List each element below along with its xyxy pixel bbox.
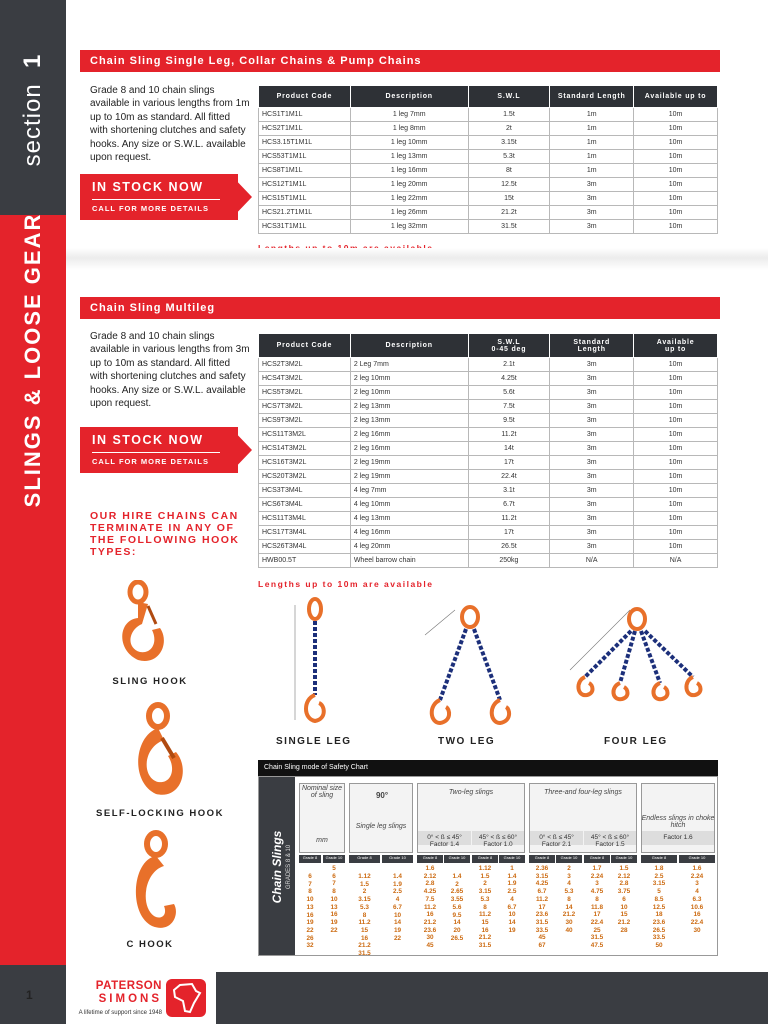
cell-product-code: HWB00.5T bbox=[259, 554, 351, 568]
chart-values-four-a-g10: 2 3 4 5.3 8 14 21.2 30 40 bbox=[562, 865, 576, 934]
cell-product-code: HCS16T3M2L bbox=[259, 456, 351, 470]
grade-label: Grade 8 bbox=[349, 855, 380, 863]
table-row bbox=[259, 150, 718, 164]
col-description: Description bbox=[350, 86, 468, 108]
table-row bbox=[259, 386, 718, 400]
sling-hook-image bbox=[108, 580, 176, 670]
cell-standard-length: 3m bbox=[550, 178, 634, 192]
cell-available: 10m bbox=[634, 108, 718, 122]
cell-swl: 7.5t bbox=[468, 400, 550, 414]
cell-standard-length: 3m bbox=[550, 192, 634, 206]
cell-swl: 12.5t bbox=[468, 178, 550, 192]
cell-standard-length: 3m bbox=[550, 456, 634, 470]
table-row bbox=[259, 414, 718, 428]
factor-10: Factor 1.0 bbox=[483, 841, 513, 848]
cell-available: 10m bbox=[634, 414, 718, 428]
table-row bbox=[259, 372, 718, 386]
cell-swl: 3.15t bbox=[468, 136, 550, 150]
table-row bbox=[259, 164, 718, 178]
cell-standard-length: 3m bbox=[550, 526, 634, 540]
cell-product-code: HCS20T3M2L bbox=[259, 470, 351, 484]
chart-endless-caption: Endless slings in choke hitch bbox=[641, 815, 715, 829]
cell-product-code: HCS21.2T1M1L bbox=[259, 206, 351, 220]
cell-standard-length: 3m bbox=[550, 414, 634, 428]
grade-label: Grade 8 bbox=[641, 855, 677, 863]
in-stock-callout-1[interactable] bbox=[80, 174, 250, 220]
chart-endless-band: Factor 1.6 bbox=[642, 831, 714, 845]
multileg-table bbox=[258, 333, 718, 568]
chart-values-mm: 6 7 8 10 13 16 19 22 26 32 bbox=[306, 873, 314, 950]
table-row bbox=[259, 220, 718, 234]
africa-icon bbox=[166, 979, 206, 1017]
safety-chart-heading: Chain Sling mode of Safety Chart bbox=[258, 760, 718, 776]
sidebar-title: SLINGS & LOOSE GEAR bbox=[20, 212, 45, 508]
cell-description: 4 leg 20mm bbox=[350, 540, 468, 554]
cell-available: 10m bbox=[634, 164, 718, 178]
chart-values-endless-g8: 1.8 2.5 3.15 5 8.5 12.5 18 23.6 26.5 33.5 50 bbox=[652, 865, 666, 950]
cell-description: 2 leg 13mm bbox=[350, 400, 468, 414]
col-swl: S.W.L 0-45 deg bbox=[468, 334, 550, 358]
c-hook-label: C HOOK bbox=[126, 939, 174, 950]
cell-standard-length: 3m bbox=[550, 540, 634, 554]
band-a: 0° < ß ≤ 45° bbox=[539, 834, 574, 841]
self-locking-hook-label: SELF-LOCKING HOOK bbox=[96, 808, 224, 819]
cell-available: 10m bbox=[634, 484, 718, 498]
c-hook-image bbox=[126, 830, 182, 934]
band-a: 0° < ß ≤ 45° bbox=[427, 834, 462, 841]
multileg-intro: Grade 8 and 10 chain slings available in various lengths from 3m up to 10m as standard. All fitted with shortening clutches and safety hooks. Any size or S.W.L. available upon request. bbox=[90, 331, 250, 410]
cell-swl: 6.7t bbox=[468, 498, 550, 512]
col-swl: S.W.L bbox=[468, 86, 550, 108]
factor-14: Factor 1.4 bbox=[429, 841, 460, 848]
cell-swl: 3.1t bbox=[468, 484, 550, 498]
cell-standard-length: 3m bbox=[550, 470, 634, 484]
cell-available: 10m bbox=[634, 192, 718, 206]
cell-standard-length: N/A bbox=[550, 554, 634, 568]
single-leg-label: SINGLE LEG bbox=[276, 736, 352, 747]
chart-side-panel bbox=[259, 777, 295, 956]
cell-swl: 2t bbox=[468, 122, 550, 136]
four-leg-label: FOUR LEG bbox=[604, 736, 668, 747]
single-leg-sling-image bbox=[285, 595, 340, 730]
paterson-simons-logo[interactable] bbox=[66, 974, 216, 1024]
chart-values-endless-g10: 1.6 2.24 3 4 6.3 10.6 16 22.4 30 bbox=[690, 865, 704, 934]
cell-product-code: HCS5T3M2L bbox=[259, 386, 351, 400]
chart-values-mm-b: 5 6 7 8 10 13 16 19 22 bbox=[330, 865, 338, 934]
table-row bbox=[259, 512, 718, 526]
cell-swl: 17t bbox=[468, 456, 550, 470]
logo-brand-1: PATERSON bbox=[95, 980, 162, 992]
single-leg-table bbox=[258, 85, 718, 234]
chart-values-four-b-g8: 1.7 2.24 3 4.75 8 11.8 17 22.4 25 31.5 47.5 bbox=[590, 865, 604, 950]
cell-product-code: HCS26T3M4L bbox=[259, 540, 351, 554]
sling-hook-label: SLING HOOK bbox=[112, 676, 188, 687]
cell-swl: 15t bbox=[468, 192, 550, 206]
grade-label: Grade 10 bbox=[679, 855, 715, 863]
cell-available: 10m bbox=[634, 122, 718, 136]
band-b: 45° < ß ≤ 60° bbox=[590, 834, 630, 841]
grade-label: Grade 8 bbox=[299, 855, 321, 863]
chart-values-four-b-g10: 1.5 2.12 2.8 3.75 6 10 15 21.2 28 bbox=[617, 865, 631, 934]
in-stock-title: IN STOCK NOW bbox=[92, 180, 204, 194]
cell-standard-length: 3m bbox=[550, 512, 634, 526]
grade-label: Grade 10 bbox=[499, 855, 525, 863]
grade-label: Grade 8 bbox=[417, 855, 443, 863]
table-row bbox=[259, 456, 718, 470]
cell-available: 10m bbox=[634, 512, 718, 526]
cell-standard-length: 3m bbox=[550, 400, 634, 414]
cell-available: 10m bbox=[634, 358, 718, 372]
grade-label: Grade 8 bbox=[584, 855, 610, 863]
cell-product-code: HCS17T3M4L bbox=[259, 526, 351, 540]
cell-standard-length: 1m bbox=[550, 150, 634, 164]
chart-two-band-b bbox=[472, 831, 524, 848]
cell-description: 1 leg 8mm bbox=[350, 122, 468, 136]
four-leg-sling-image bbox=[565, 605, 715, 705]
cell-swl: 5.6t bbox=[468, 386, 550, 400]
cell-description: 1 leg 10mm bbox=[350, 136, 468, 150]
section-divider bbox=[66, 248, 768, 270]
cell-available: 10m bbox=[634, 400, 718, 414]
table-row bbox=[259, 108, 718, 122]
chart-side-title: Chain Slings bbox=[270, 830, 284, 904]
cell-product-code: HCS4T3M2L bbox=[259, 372, 351, 386]
sidebar-bottom-block bbox=[0, 965, 66, 1024]
cell-product-code: HCS11T3M4L bbox=[259, 512, 351, 526]
cell-description: 2 leg 16mm bbox=[350, 442, 468, 456]
cell-description: 2 leg 19mm bbox=[350, 456, 468, 470]
cell-available: 10m bbox=[634, 498, 718, 512]
factor-15: Factor 1.5 bbox=[595, 841, 625, 848]
cell-description: 4 leg 10mm bbox=[350, 498, 468, 512]
table-row bbox=[259, 178, 718, 192]
chart-four-band-a bbox=[530, 831, 583, 848]
cell-product-code: HCS7T3M2L bbox=[259, 400, 351, 414]
cell-product-code: HCS15T1M1L bbox=[259, 192, 351, 206]
chart-four-band-b bbox=[584, 831, 636, 848]
chart-nominal-caption: Nominal size of sling bbox=[301, 785, 343, 799]
band-b: 45° < ß ≤ 60° bbox=[478, 834, 518, 841]
safety-chart bbox=[258, 776, 718, 956]
cell-product-code: HCS8T1M1L bbox=[259, 164, 351, 178]
chart-values-two-b-g8: 1.12 1.5 2 3.15 5.3 8 11.2 15 16 21.2 31.5 bbox=[478, 865, 492, 950]
chart-values-single-g8: 1.12 1.5 2 3.15 5.3 8 11.2 15 16 21.2 31.5 bbox=[358, 873, 371, 956]
single-leg-intro: Grade 8 and 10 chain slings available in various lengths from 1m up to 10m as standard. All fitted with shortening clutches and safety hooks. Any size or S.W.L. available upon request. bbox=[90, 85, 250, 164]
cell-product-code: HCS31T1M1L bbox=[259, 220, 351, 234]
cell-available: 10m bbox=[634, 178, 718, 192]
cell-standard-length: 3m bbox=[550, 206, 634, 220]
cell-standard-length: 1m bbox=[550, 122, 634, 136]
cell-available: 10m bbox=[634, 442, 718, 456]
col-available: Available up to bbox=[634, 334, 718, 358]
cell-description: 1 leg 7mm bbox=[350, 108, 468, 122]
cell-standard-length: 3m bbox=[550, 358, 634, 372]
cell-swl: 26.5t bbox=[468, 540, 550, 554]
col-product-code: Product Code bbox=[259, 86, 351, 108]
cell-standard-length: 3m bbox=[550, 372, 634, 386]
cell-available: 10m bbox=[634, 150, 718, 164]
cell-standard-length: 3m bbox=[550, 442, 634, 456]
grade-label: Grade 10 bbox=[323, 855, 345, 863]
cell-description: 1 leg 22mm bbox=[350, 192, 468, 206]
cell-swl: 1.5t bbox=[468, 108, 550, 122]
cell-standard-length: 3m bbox=[550, 220, 634, 234]
multileg-heading: Chain Sling Multileg bbox=[80, 297, 720, 319]
grade-label: Grade 8 bbox=[472, 855, 498, 863]
cell-swl: 2.1t bbox=[468, 358, 550, 372]
hire-chains-text: OUR HIRE CHAINS CAN TERMINATE IN ANY OF THE FOLLOWING HOOK TYPES: bbox=[90, 510, 240, 558]
cell-product-code: HCS3.15T1M1L bbox=[259, 136, 351, 150]
cell-available: N/A bbox=[634, 554, 718, 568]
section-label: section 1 bbox=[19, 53, 46, 167]
logo-tagline: A lifetime of support since 1948 bbox=[78, 1010, 162, 1016]
cell-standard-length: 3m bbox=[550, 498, 634, 512]
grade-label: Grade 10 bbox=[611, 855, 637, 863]
cell-available: 10m bbox=[634, 372, 718, 386]
cell-product-code: HCS12T1M1L bbox=[259, 178, 351, 192]
chart-mm-caption: mm bbox=[316, 837, 328, 844]
col-available: Available up to bbox=[634, 86, 718, 108]
table-row bbox=[259, 540, 718, 554]
cell-product-code: HCS14T3M2L bbox=[259, 442, 351, 456]
cell-product-code: HCS1T1M1L bbox=[259, 108, 351, 122]
cell-description: 1 leg 26mm bbox=[350, 206, 468, 220]
page-number: 1 bbox=[26, 988, 33, 1002]
grade-label: Grade 10 bbox=[556, 855, 582, 863]
chart-single-caption: Single leg slings bbox=[355, 823, 407, 830]
grade-label: Grade 10 bbox=[382, 855, 413, 863]
cell-product-code: HCS2T1M1L bbox=[259, 122, 351, 136]
table-row bbox=[259, 470, 718, 484]
chart-three-four-caption: Three-and four-leg slings bbox=[544, 789, 622, 796]
multileg-note: Lengths up to 10m are available bbox=[258, 579, 434, 589]
cell-standard-length: 1m bbox=[550, 164, 634, 178]
two-leg-sling-image bbox=[420, 605, 520, 730]
cell-swl: 22.4t bbox=[468, 470, 550, 484]
cell-available: 10m bbox=[634, 456, 718, 470]
cell-description: 2 Leg 7mm bbox=[350, 358, 468, 372]
cell-available: 10m bbox=[634, 220, 718, 234]
cell-available: 10m bbox=[634, 206, 718, 220]
cell-product-code: HCS9T3M2L bbox=[259, 414, 351, 428]
cell-description: 1 leg 20mm bbox=[350, 178, 468, 192]
table-row bbox=[259, 554, 718, 568]
self-locking-hook-image bbox=[126, 702, 190, 802]
cell-swl: 250kg bbox=[468, 554, 550, 568]
cell-description: Wheel barrow chain bbox=[350, 554, 468, 568]
col-description: Description bbox=[350, 334, 468, 358]
cell-description: 1 leg 16mm bbox=[350, 164, 468, 178]
cell-description: 4 leg 16mm bbox=[350, 526, 468, 540]
cell-product-code: HCS3T3M4L bbox=[259, 484, 351, 498]
cell-swl: 17t bbox=[468, 526, 550, 540]
chart-two-band-a bbox=[418, 831, 471, 848]
cell-product-code: HCS53T1M1L bbox=[259, 150, 351, 164]
cell-swl: 8t bbox=[468, 164, 550, 178]
call-details-link[interactable]: CALL FOR MORE DETAILS bbox=[92, 457, 209, 466]
cell-description: 1 leg 32mm bbox=[350, 220, 468, 234]
cell-swl: 5.3t bbox=[468, 150, 550, 164]
cell-description: 2 leg 10mm bbox=[350, 372, 468, 386]
in-stock-title: IN STOCK NOW bbox=[92, 433, 204, 447]
table-row bbox=[259, 400, 718, 414]
cell-standard-length: 1m bbox=[550, 136, 634, 150]
cell-product-code: HCS11T3M2L bbox=[259, 428, 351, 442]
chart-values-two-a-g10: 1.4 2 2.65 3.55 5.6 9.5 14 20 26.5 bbox=[450, 873, 464, 942]
cell-swl: 21.2t bbox=[468, 206, 550, 220]
grade-label: Grade 8 bbox=[529, 855, 555, 863]
cell-description: 2 leg 16mm bbox=[350, 428, 468, 442]
cell-swl: 9.5t bbox=[468, 414, 550, 428]
call-details-link[interactable]: CALL FOR MORE DETAILS bbox=[92, 204, 209, 213]
chart-side-subtitle: GRADES 8 & 10 bbox=[286, 844, 292, 890]
table-row bbox=[259, 206, 718, 220]
cell-description: 2 leg 10mm bbox=[350, 386, 468, 400]
cell-swl: 4.25t bbox=[468, 372, 550, 386]
in-stock-callout-2[interactable] bbox=[80, 427, 250, 473]
footer-band bbox=[216, 972, 768, 1024]
cell-available: 10m bbox=[634, 540, 718, 554]
table-row bbox=[259, 428, 718, 442]
cell-description: 4 leg 7mm bbox=[350, 484, 468, 498]
col-standard-length: Standard Length bbox=[550, 86, 634, 108]
cell-standard-length: 3m bbox=[550, 428, 634, 442]
cell-product-code: HCS6T3M4L bbox=[259, 498, 351, 512]
single-leg-heading: Chain Sling Single Leg, Collar Chains & Pump Chains bbox=[80, 50, 720, 72]
chart-values-two-b-g10: 1 1.4 1.9 2.5 4 6.7 10 14 19 bbox=[507, 865, 517, 934]
logo-brand-2: SIMONS bbox=[98, 993, 162, 1005]
cell-swl: 11.2t bbox=[468, 428, 550, 442]
cell-available: 10m bbox=[634, 136, 718, 150]
cell-description: 1 leg 13mm bbox=[350, 150, 468, 164]
cell-available: 10m bbox=[634, 470, 718, 484]
col-product-code: Product Code bbox=[259, 334, 351, 358]
cell-available: 10m bbox=[634, 526, 718, 540]
table-row bbox=[259, 442, 718, 456]
cell-swl: 11.2t bbox=[468, 512, 550, 526]
grade-label: Grade 10 bbox=[444, 855, 470, 863]
cell-swl: 31.5t bbox=[468, 220, 550, 234]
chart-values-four-a-g8: 2.36 3.15 4.25 6.7 11.2 17 23.6 31.5 33.5 45 67 bbox=[535, 865, 549, 950]
cell-product-code: HCS2T3M2L bbox=[259, 358, 351, 372]
table-row bbox=[259, 526, 718, 540]
two-leg-label: TWO LEG bbox=[438, 736, 496, 747]
table-row bbox=[259, 122, 718, 136]
chart-angle: 90° bbox=[375, 791, 389, 800]
table-row bbox=[259, 484, 718, 498]
table-row bbox=[259, 136, 718, 150]
table-row bbox=[259, 358, 718, 372]
chart-values-single-g10: 1.4 1.9 2.5 4 6.7 10 14 19 22 bbox=[393, 873, 402, 942]
cell-standard-length: 3m bbox=[550, 386, 634, 400]
cell-description: 2 leg 19mm bbox=[350, 470, 468, 484]
table-row bbox=[259, 192, 718, 206]
chart-values-two-a-g8: 1.6 2.12 2.8 4.25 7.5 11.2 16 21.2 23.6 30 45 bbox=[423, 865, 437, 950]
table-row bbox=[259, 498, 718, 512]
cell-standard-length: 3m bbox=[550, 484, 634, 498]
cell-available: 10m bbox=[634, 428, 718, 442]
factor-21: Factor 2.1 bbox=[541, 841, 572, 848]
cell-available: 10m bbox=[634, 386, 718, 400]
cell-standard-length: 1m bbox=[550, 108, 634, 122]
chart-two-caption: Two-leg slings bbox=[448, 789, 494, 796]
cell-swl: 14t bbox=[468, 442, 550, 456]
cell-description: 2 leg 13mm bbox=[350, 414, 468, 428]
col-standard-length: Standard Length bbox=[550, 334, 634, 358]
cell-description: 4 leg 13mm bbox=[350, 512, 468, 526]
